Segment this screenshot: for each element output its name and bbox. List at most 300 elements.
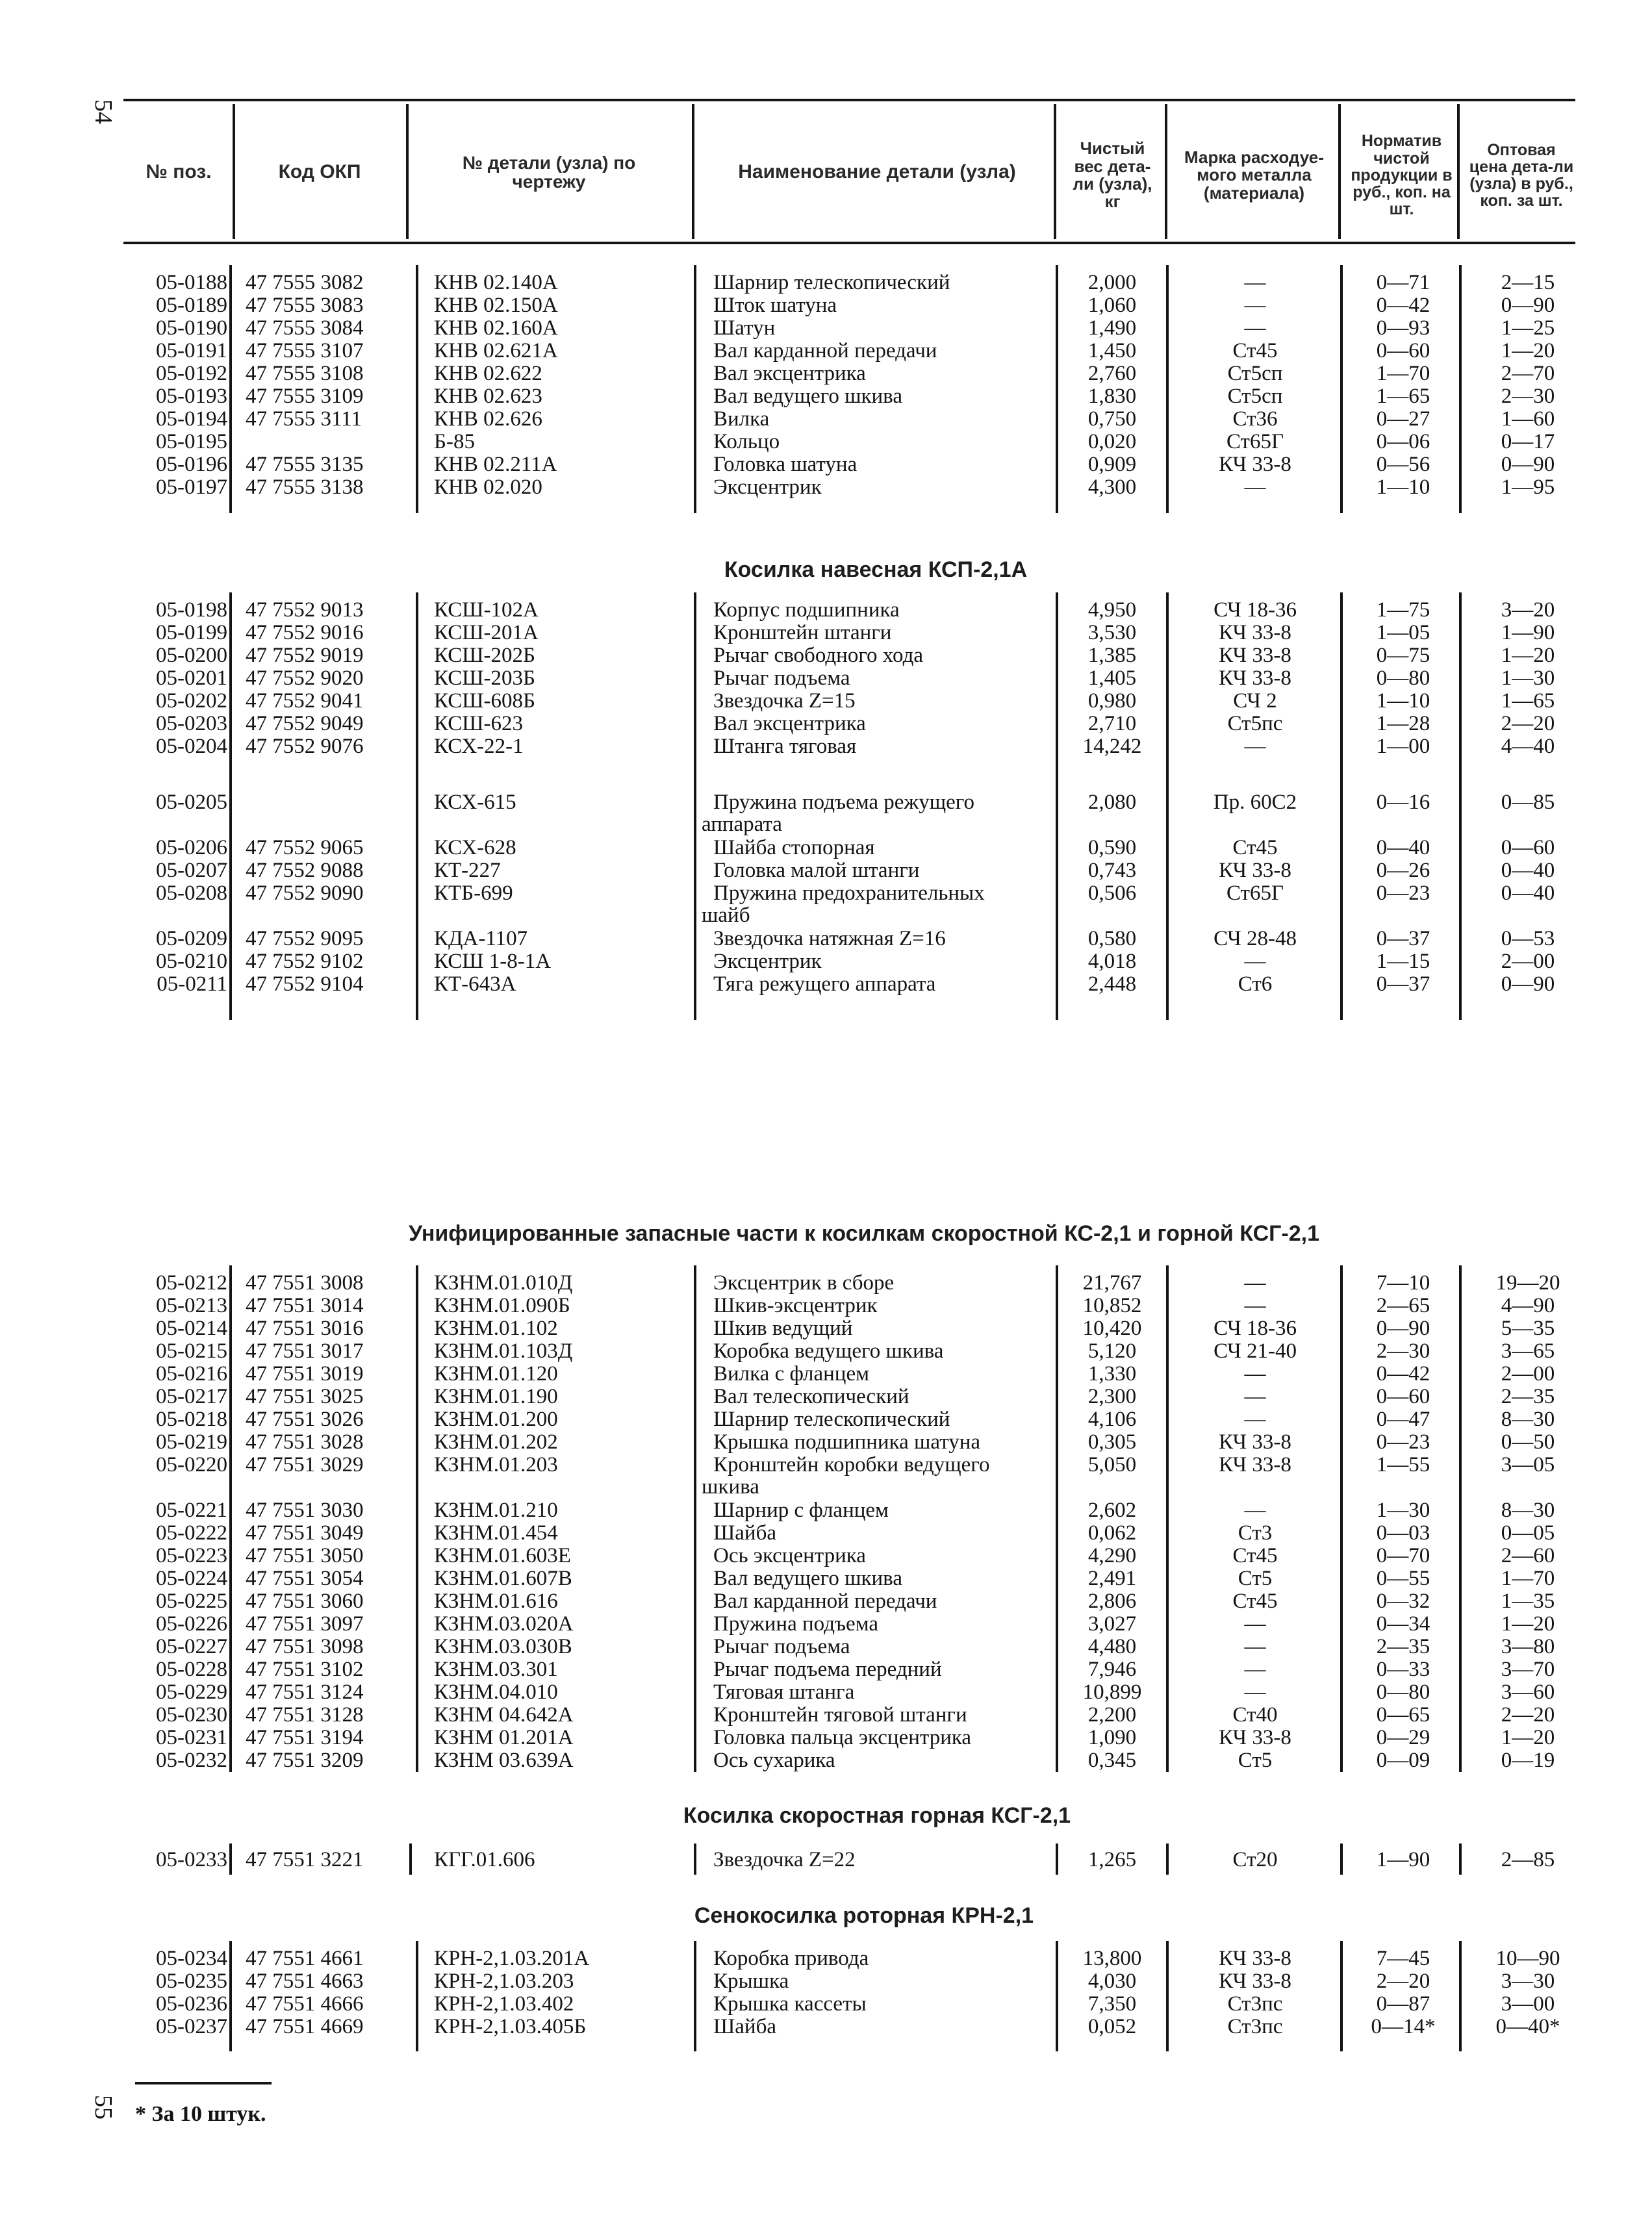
- cell-norm: 0—34: [1376, 1612, 1430, 1636]
- cell-name: Шатун: [713, 316, 776, 340]
- header-divider: [1054, 104, 1056, 239]
- cell-okp: 47 7555 3109: [246, 385, 364, 408]
- cell-name: Пружина подъема: [713, 1612, 878, 1636]
- cell-okp: 47 7551 3194: [246, 1726, 364, 1749]
- cell-material: —: [1244, 1612, 1266, 1636]
- table-row: [0, 1993, 1652, 2015]
- table-row: [0, 791, 1652, 836]
- cell-price: 2—15: [1501, 271, 1555, 294]
- cell-norm: 7—10: [1376, 1271, 1430, 1295]
- cell-material: Ст65Г: [1226, 430, 1284, 453]
- cell-norm: 0—26: [1376, 859, 1430, 882]
- cell-okp: 47 7555 3082: [246, 271, 364, 294]
- cell-name: Шарнир с фланцем: [713, 1499, 889, 1522]
- cell-name: Крышка: [713, 1970, 789, 1993]
- cell-detail: КНВ 02.020: [434, 475, 542, 499]
- cell-weight: 4,018: [1087, 950, 1137, 973]
- header-divider: [1457, 104, 1460, 239]
- table-row: [0, 859, 1652, 881]
- cell-material: КЧ 33-8: [1219, 1430, 1291, 1454]
- cell-material: —: [1244, 950, 1266, 973]
- table-row: [0, 713, 1652, 735]
- cell-weight: 1,060: [1087, 294, 1137, 317]
- cell-name: Рычаг подъема: [713, 666, 850, 690]
- cell-norm: 1—75: [1376, 598, 1430, 622]
- cell-norm: 0—56: [1376, 453, 1430, 476]
- cell-material: Ст3: [1238, 1521, 1273, 1545]
- cell-weight: 10,420: [1082, 1317, 1142, 1340]
- cell-okp: 47 7552 9049: [246, 712, 364, 735]
- cell-okp: 47 7551 3128: [246, 1703, 364, 1727]
- cell-okp: 47 7551 4669: [246, 2015, 364, 2038]
- cell-okp: 47 7551 3050: [246, 1544, 364, 1567]
- cell-detail: КТ-227: [434, 859, 501, 882]
- cell-okp: 47 7551 3124: [246, 1680, 364, 1704]
- header-name: Наименование детали (узла): [738, 161, 1016, 183]
- table-row: [0, 667, 1652, 689]
- cell-okp: 47 7551 3030: [246, 1499, 364, 1522]
- table-row: [0, 1636, 1652, 1658]
- cell-material: Ст3пс: [1227, 1992, 1283, 2016]
- cell-weight: 2,080: [1087, 791, 1137, 814]
- cell-pos: 05-0217: [156, 1385, 227, 1408]
- cell-name: Кольцо: [713, 430, 780, 453]
- cell-name: Эксцентрик в сборе: [713, 1271, 895, 1295]
- cell-weight: 10,899: [1082, 1680, 1142, 1704]
- cell-pos: 05-0205: [156, 791, 227, 814]
- header-divider: [233, 104, 235, 239]
- cell-pos: 05-0194: [156, 407, 227, 431]
- table-row: [0, 599, 1652, 621]
- cell-detail: КРН-2,1.03.402: [434, 1992, 574, 2016]
- cell-name: Корпус подшипника: [713, 598, 900, 622]
- cell-price: 3—00: [1501, 1992, 1555, 2016]
- cell-norm: 1—28: [1376, 712, 1430, 735]
- cell-material: Ст36: [1232, 407, 1278, 431]
- cell-material: —: [1244, 1499, 1266, 1522]
- cell-pos: 05-0214: [156, 1317, 227, 1340]
- cell-name: Рычаг подъема: [713, 1635, 850, 1658]
- table-row: [0, 881, 1652, 927]
- table-row: [0, 1317, 1652, 1339]
- cell-detail: КНВ 02.623: [434, 385, 542, 408]
- cell-name: Звездочка Z=22: [713, 1848, 856, 1871]
- cell-detail: КСШ-202Б: [434, 644, 535, 667]
- section-title: Косилка навесная КСП-2,1А: [724, 557, 1028, 582]
- cell-okp: 47 7552 9095: [246, 927, 364, 950]
- cell-weight: 0,305: [1087, 1430, 1137, 1454]
- section-title: Косилка скоростная горная КСГ-2,1: [683, 1803, 1071, 1828]
- cell-material: СЧ 18-36: [1214, 1317, 1297, 1340]
- cell-material: Ст5сп: [1227, 362, 1283, 385]
- cell-pos: 05-0230: [156, 1703, 227, 1727]
- cell-pos: 05-0236: [156, 1992, 227, 2016]
- cell-weight: 2,000: [1087, 271, 1137, 294]
- cell-price: 1—25: [1501, 316, 1555, 340]
- section-title: Сенокосилка роторная КРН-2,1: [694, 1903, 1034, 1928]
- cell-okp: 47 7551 4666: [246, 1992, 364, 2016]
- cell-detail: КРН-2,1.03.405Б: [434, 2015, 587, 2038]
- table-row: [0, 735, 1652, 757]
- cell-price: 2—60: [1501, 1544, 1555, 1567]
- cell-name: Крышка подшипника шатуна: [713, 1430, 981, 1454]
- cell-pos: 05-0206: [156, 836, 227, 859]
- cell-norm: 0—80: [1376, 1680, 1430, 1704]
- cell-material: Ст5пс: [1227, 712, 1283, 735]
- cell-weight: 1,490: [1087, 316, 1137, 340]
- cell-material: КЧ 33-8: [1219, 1453, 1291, 1476]
- cell-weight: 1,265: [1087, 1848, 1137, 1871]
- cell-weight: 5,120: [1087, 1339, 1137, 1363]
- cell-okp: 47 7551 3019: [246, 1362, 364, 1386]
- table-row: [0, 340, 1652, 362]
- cell-weight: 1,385: [1087, 644, 1137, 667]
- cell-weight: 1,405: [1087, 666, 1137, 690]
- cell-pos: 05-0219: [156, 1430, 227, 1454]
- cell-material: Ст3пс: [1227, 2015, 1283, 2038]
- page-number-top: 54: [90, 99, 117, 124]
- table-row: [0, 1704, 1652, 1726]
- cell-detail: КЗНМ 03.639А: [434, 1749, 574, 1772]
- table-row: [0, 362, 1652, 385]
- cell-price: 0—19: [1501, 1749, 1555, 1772]
- cell-norm: 0—60: [1376, 1385, 1430, 1408]
- cell-pos: 05-0237: [156, 2015, 227, 2038]
- cell-norm: 0—55: [1376, 1567, 1430, 1590]
- cell-weight: 2,448: [1087, 972, 1137, 996]
- cell-material: КЧ 33-8: [1219, 859, 1291, 882]
- table-row: [0, 317, 1652, 339]
- cell-norm: 2—20: [1376, 1970, 1430, 1993]
- cell-norm: 1—00: [1376, 735, 1430, 758]
- cell-name: Крышка кассеты: [713, 1992, 867, 2016]
- footnote: * За 10 штук.: [135, 2102, 266, 2126]
- cell-weight: 0,980: [1087, 689, 1137, 713]
- cell-norm: 0—23: [1376, 1430, 1430, 1454]
- cell-okp: 47 7552 9065: [246, 836, 364, 859]
- cell-pos: 05-0218: [156, 1408, 227, 1431]
- cell-weight: 0,909: [1087, 453, 1137, 476]
- cell-price: 1—95: [1501, 475, 1555, 499]
- cell-pos: 05-0202: [156, 689, 227, 713]
- cell-okp: 47 7551 3054: [246, 1567, 364, 1590]
- cell-detail: КСШ-608Б: [434, 689, 535, 713]
- cell-norm: 1—55: [1376, 1453, 1430, 1476]
- cell-material: КЧ 33-8: [1219, 453, 1291, 476]
- cell-okp: 47 7555 3111: [246, 407, 362, 431]
- cell-detail: КЗНМ.01.120: [434, 1362, 558, 1386]
- cell-norm: 0—80: [1376, 666, 1430, 690]
- cell-detail: КЗНМ.01.090Б: [434, 1294, 570, 1317]
- cell-price: 0—50: [1501, 1430, 1555, 1454]
- cell-price: 1—20: [1501, 339, 1555, 362]
- cell-detail: КРН-2,1.03.203: [434, 1970, 574, 1993]
- cell-pos: 05-0192: [156, 362, 227, 385]
- cell-detail: КНВ 02.160А: [434, 316, 558, 340]
- table-row: [0, 973, 1652, 995]
- cell-name: Головка малой штанги: [713, 859, 920, 882]
- cell-detail: КЗНМ 04.642А: [434, 1703, 574, 1727]
- cell-price: 2—00: [1501, 950, 1555, 973]
- cell-price: 2—85: [1501, 1848, 1555, 1871]
- table-row: [0, 1499, 1652, 1521]
- cell-name: Вал карданной передачи: [713, 339, 937, 362]
- cell-weight: 4,300: [1087, 475, 1137, 499]
- cell-weight: 7,350: [1087, 1992, 1137, 2016]
- cell-okp: 47 7551 3017: [246, 1339, 364, 1363]
- cell-pos: 05-0223: [156, 1544, 227, 1567]
- cell-detail: КНВ 02.211А: [434, 453, 557, 476]
- table-row: [0, 272, 1652, 294]
- cell-okp: 47 7555 3107: [246, 339, 364, 362]
- cell-okp: 47 7552 9013: [246, 598, 364, 622]
- cell-name-continued: шайб: [702, 904, 750, 927]
- cell-price: 2—00: [1501, 1362, 1555, 1386]
- cell-weight: 1,330: [1087, 1362, 1137, 1386]
- cell-detail: КСХ-22-1: [434, 735, 524, 758]
- cell-detail: КЗНМ.03.020А: [434, 1612, 574, 1636]
- cell-material: —: [1244, 1271, 1266, 1295]
- cell-weight: 2,491: [1087, 1567, 1137, 1590]
- header-divider: [1338, 104, 1341, 239]
- table-row: [0, 1522, 1652, 1544]
- cell-norm: 0—75: [1376, 644, 1430, 667]
- table-row: [0, 1849, 1652, 1871]
- cell-name: Звездочка натяжная Z=16: [713, 927, 946, 950]
- table-row: [0, 1340, 1652, 1362]
- header-material: Марка расходуе-мого металла (материала): [1184, 147, 1324, 203]
- cell-name: Вал эксцентрика: [713, 712, 866, 735]
- cell-detail: КСШ-102А: [434, 598, 539, 622]
- cell-norm: 1—70: [1376, 362, 1430, 385]
- cell-pos: 05-0201: [156, 666, 227, 690]
- cell-weight: 14,242: [1082, 735, 1142, 758]
- cell-detail: КЗНМ.03.030В: [434, 1635, 572, 1658]
- cell-name: Пружина предохранительных: [713, 881, 985, 905]
- cell-norm: 0—29: [1376, 1726, 1430, 1749]
- cell-pos: 05-0231: [156, 1726, 227, 1749]
- table-row: [0, 928, 1652, 950]
- table-row: [0, 644, 1652, 666]
- cell-weight: 1,450: [1087, 339, 1137, 362]
- table-row: [0, 453, 1652, 475]
- cell-pos: 05-0226: [156, 1612, 227, 1636]
- cell-name: Пружина подъема режущего: [713, 791, 974, 814]
- cell-pos: 05-0235: [156, 1970, 227, 1993]
- cell-price: 1—20: [1501, 644, 1555, 667]
- cell-name: Шкив-эксцентрик: [713, 1294, 878, 1317]
- cell-detail: КЗНМ.01.190: [434, 1385, 558, 1408]
- cell-norm: 0—37: [1376, 972, 1430, 996]
- cell-material: Ст5: [1238, 1567, 1273, 1590]
- cell-weight: 2,710: [1087, 712, 1137, 735]
- cell-pos: 05-0229: [156, 1680, 227, 1704]
- cell-okp: 47 7552 9090: [246, 881, 364, 905]
- footnote-rule: [135, 2082, 272, 2084]
- cell-norm: 0—42: [1376, 294, 1430, 317]
- cell-detail: КЗНМ 01.201А: [434, 1726, 574, 1749]
- table-row: [0, 294, 1652, 316]
- cell-detail: КРН-2,1.03.201А: [434, 1947, 590, 1970]
- cell-price: 3—70: [1501, 1658, 1555, 1681]
- cell-material: СЧ 21-40: [1214, 1339, 1297, 1363]
- table-row: [0, 431, 1652, 453]
- cell-okp: 47 7551 4661: [246, 1947, 364, 1970]
- cell-price: 1—20: [1501, 1726, 1555, 1749]
- cell-detail: КНВ 02.140А: [434, 271, 558, 294]
- cell-norm: 0—60: [1376, 339, 1430, 362]
- cell-detail: КТБ-699: [434, 881, 513, 905]
- cell-okp: 47 7552 9076: [246, 735, 364, 758]
- cell-price: 3—20: [1501, 598, 1555, 622]
- cell-norm: 1—15: [1376, 950, 1430, 973]
- cell-name-continued: шкива: [702, 1475, 759, 1499]
- cell-okp: 47 7551 3098: [246, 1635, 364, 1658]
- cell-norm: 0—16: [1376, 791, 1430, 814]
- cell-pos: 05-0221: [156, 1499, 227, 1522]
- cell-okp: 47 7552 9020: [246, 666, 364, 690]
- cell-name: Эксцентрик: [713, 950, 822, 973]
- cell-okp: 47 7551 3014: [246, 1294, 364, 1317]
- cell-material: СЧ 28-48: [1214, 927, 1297, 950]
- cell-pos: 05-0224: [156, 1567, 227, 1590]
- cell-okp: 47 7551 3097: [246, 1612, 364, 1636]
- cell-weight: 1,830: [1087, 385, 1137, 408]
- cell-pos: 05-0199: [156, 621, 227, 644]
- page-number-bottom: 55: [90, 2095, 117, 2120]
- table-row: [0, 1613, 1652, 1635]
- cell-norm: 0—65: [1376, 1703, 1430, 1727]
- cell-detail: КЗНМ.03.301: [434, 1658, 558, 1681]
- cell-detail: КЗНМ.01.010Д: [434, 1271, 573, 1295]
- cell-price: 1—20: [1501, 1612, 1555, 1636]
- cell-okp: 47 7555 3083: [246, 294, 364, 317]
- table-row: [0, 1970, 1652, 1992]
- cell-price: 2—30: [1501, 385, 1555, 408]
- cell-okp: 47 7551 3060: [246, 1590, 364, 1613]
- table-row: [0, 1545, 1652, 1567]
- cell-norm: 1—65: [1376, 385, 1430, 408]
- cell-weight: 2,760: [1087, 362, 1137, 385]
- cell-material: —: [1244, 1362, 1266, 1386]
- cell-detail: КСХ-628: [434, 836, 516, 859]
- table-row: [0, 1295, 1652, 1317]
- cell-norm: 0—40: [1376, 836, 1430, 859]
- cell-price: 0—05: [1501, 1521, 1555, 1545]
- cell-norm: 2—30: [1376, 1339, 1430, 1363]
- cell-detail: КЗНМ.01.603Е: [434, 1544, 571, 1567]
- cell-weight: 4,030: [1087, 1970, 1137, 1993]
- header-norm: Норматив чистой продукции в руб., коп. на шт.: [1351, 132, 1453, 219]
- cell-name: Шарнир телескопический: [713, 1408, 950, 1431]
- cell-name: Ось эксцентрика: [713, 1544, 866, 1567]
- table-row: [0, 1681, 1652, 1703]
- cell-norm: 1—05: [1376, 621, 1430, 644]
- cell-price: 10—90: [1495, 1947, 1560, 1970]
- cell-weight: 2,602: [1087, 1499, 1137, 1522]
- cell-weight: 0,750: [1087, 407, 1137, 431]
- cell-norm: 0—71: [1376, 271, 1430, 294]
- cell-pos: 05-0209: [156, 927, 227, 950]
- table-row: [0, 1727, 1652, 1749]
- cell-okp: 47 7551 3221: [246, 1848, 364, 1871]
- cell-okp: 47 7552 9019: [246, 644, 364, 667]
- header-detail-no: № детали (узла) по чертежу: [462, 152, 636, 192]
- cell-material: СЧ 18-36: [1214, 598, 1297, 622]
- cell-price: 4—90: [1501, 1294, 1555, 1317]
- cell-name: Тяговая штанга: [713, 1680, 855, 1704]
- cell-detail: КЗНМ.01.103Д: [434, 1339, 573, 1363]
- cell-pos: 05-0227: [156, 1635, 227, 1658]
- cell-price: 0—17: [1501, 430, 1555, 453]
- cell-okp: 47 7552 9104: [246, 972, 364, 996]
- cell-okp: 47 7555 3138: [246, 475, 364, 499]
- cell-price: 0—40*: [1495, 2015, 1560, 2038]
- cell-detail: КСХ-615: [434, 791, 516, 814]
- cell-pos: 05-0220: [156, 1453, 227, 1476]
- table-row: [0, 690, 1652, 712]
- cell-name: Вал карданной передачи: [713, 1590, 937, 1613]
- cell-name: Коробка привода: [713, 1947, 869, 1970]
- cell-detail: КСШ-201А: [434, 621, 539, 644]
- cell-price: 2—70: [1501, 362, 1555, 385]
- cell-weight: 2,300: [1087, 1385, 1137, 1408]
- cell-material: —: [1244, 271, 1266, 294]
- cell-weight: 10,852: [1082, 1294, 1142, 1317]
- cell-pos: 05-0190: [156, 316, 227, 340]
- cell-price: 1—90: [1501, 621, 1555, 644]
- table-row: [0, 837, 1652, 859]
- cell-weight: 0,580: [1087, 927, 1137, 950]
- cell-norm: 0—14*: [1371, 2015, 1436, 2038]
- table-row: [0, 1431, 1652, 1453]
- cell-price: 0—90: [1501, 453, 1555, 476]
- cell-norm: 2—65: [1376, 1294, 1430, 1317]
- cell-norm: 0—27: [1376, 407, 1430, 431]
- cell-pos: 05-0212: [156, 1271, 227, 1295]
- cell-pos: 05-0188: [156, 271, 227, 294]
- cell-detail: КГГ.01.606: [434, 1848, 535, 1871]
- cell-okp: 47 7551 3028: [246, 1430, 364, 1454]
- cell-material: —: [1244, 735, 1266, 758]
- table-row: [0, 2016, 1652, 2038]
- cell-detail: КТ-643А: [434, 972, 516, 996]
- cell-detail: КЗНМ.01.210: [434, 1499, 558, 1522]
- cell-price: 2—20: [1501, 712, 1555, 735]
- header-okp: Код ОКП: [278, 161, 361, 183]
- cell-price: 0—60: [1501, 836, 1555, 859]
- cell-weight: 4,290: [1087, 1544, 1137, 1567]
- cell-norm: 0—87: [1376, 1992, 1430, 2016]
- cell-pos: 05-0232: [156, 1749, 227, 1772]
- cell-pos: 05-0191: [156, 339, 227, 362]
- cell-detail: Б-85: [434, 430, 475, 453]
- cell-name: Шарнир телескопический: [713, 271, 950, 294]
- cell-norm: 0—06: [1376, 430, 1430, 453]
- table-row: [0, 622, 1652, 644]
- cell-pos: 05-0216: [156, 1362, 227, 1386]
- cell-price: 8—30: [1501, 1499, 1555, 1522]
- cell-okp: 47 7551 3008: [246, 1271, 364, 1295]
- cell-price: 4—40: [1501, 735, 1555, 758]
- header-price: Оптовая цена дета-ли (узла) в руб., коп. за шт.: [1469, 140, 1574, 210]
- cell-weight: 7,946: [1087, 1658, 1137, 1681]
- header-bottom-rule: [123, 242, 1575, 244]
- cell-detail: КЗНМ.01.102: [434, 1317, 558, 1340]
- cell-norm: 7—45: [1376, 1947, 1430, 1970]
- cell-material: КЧ 33-8: [1219, 1970, 1291, 1993]
- cell-weight: 3,027: [1087, 1612, 1137, 1636]
